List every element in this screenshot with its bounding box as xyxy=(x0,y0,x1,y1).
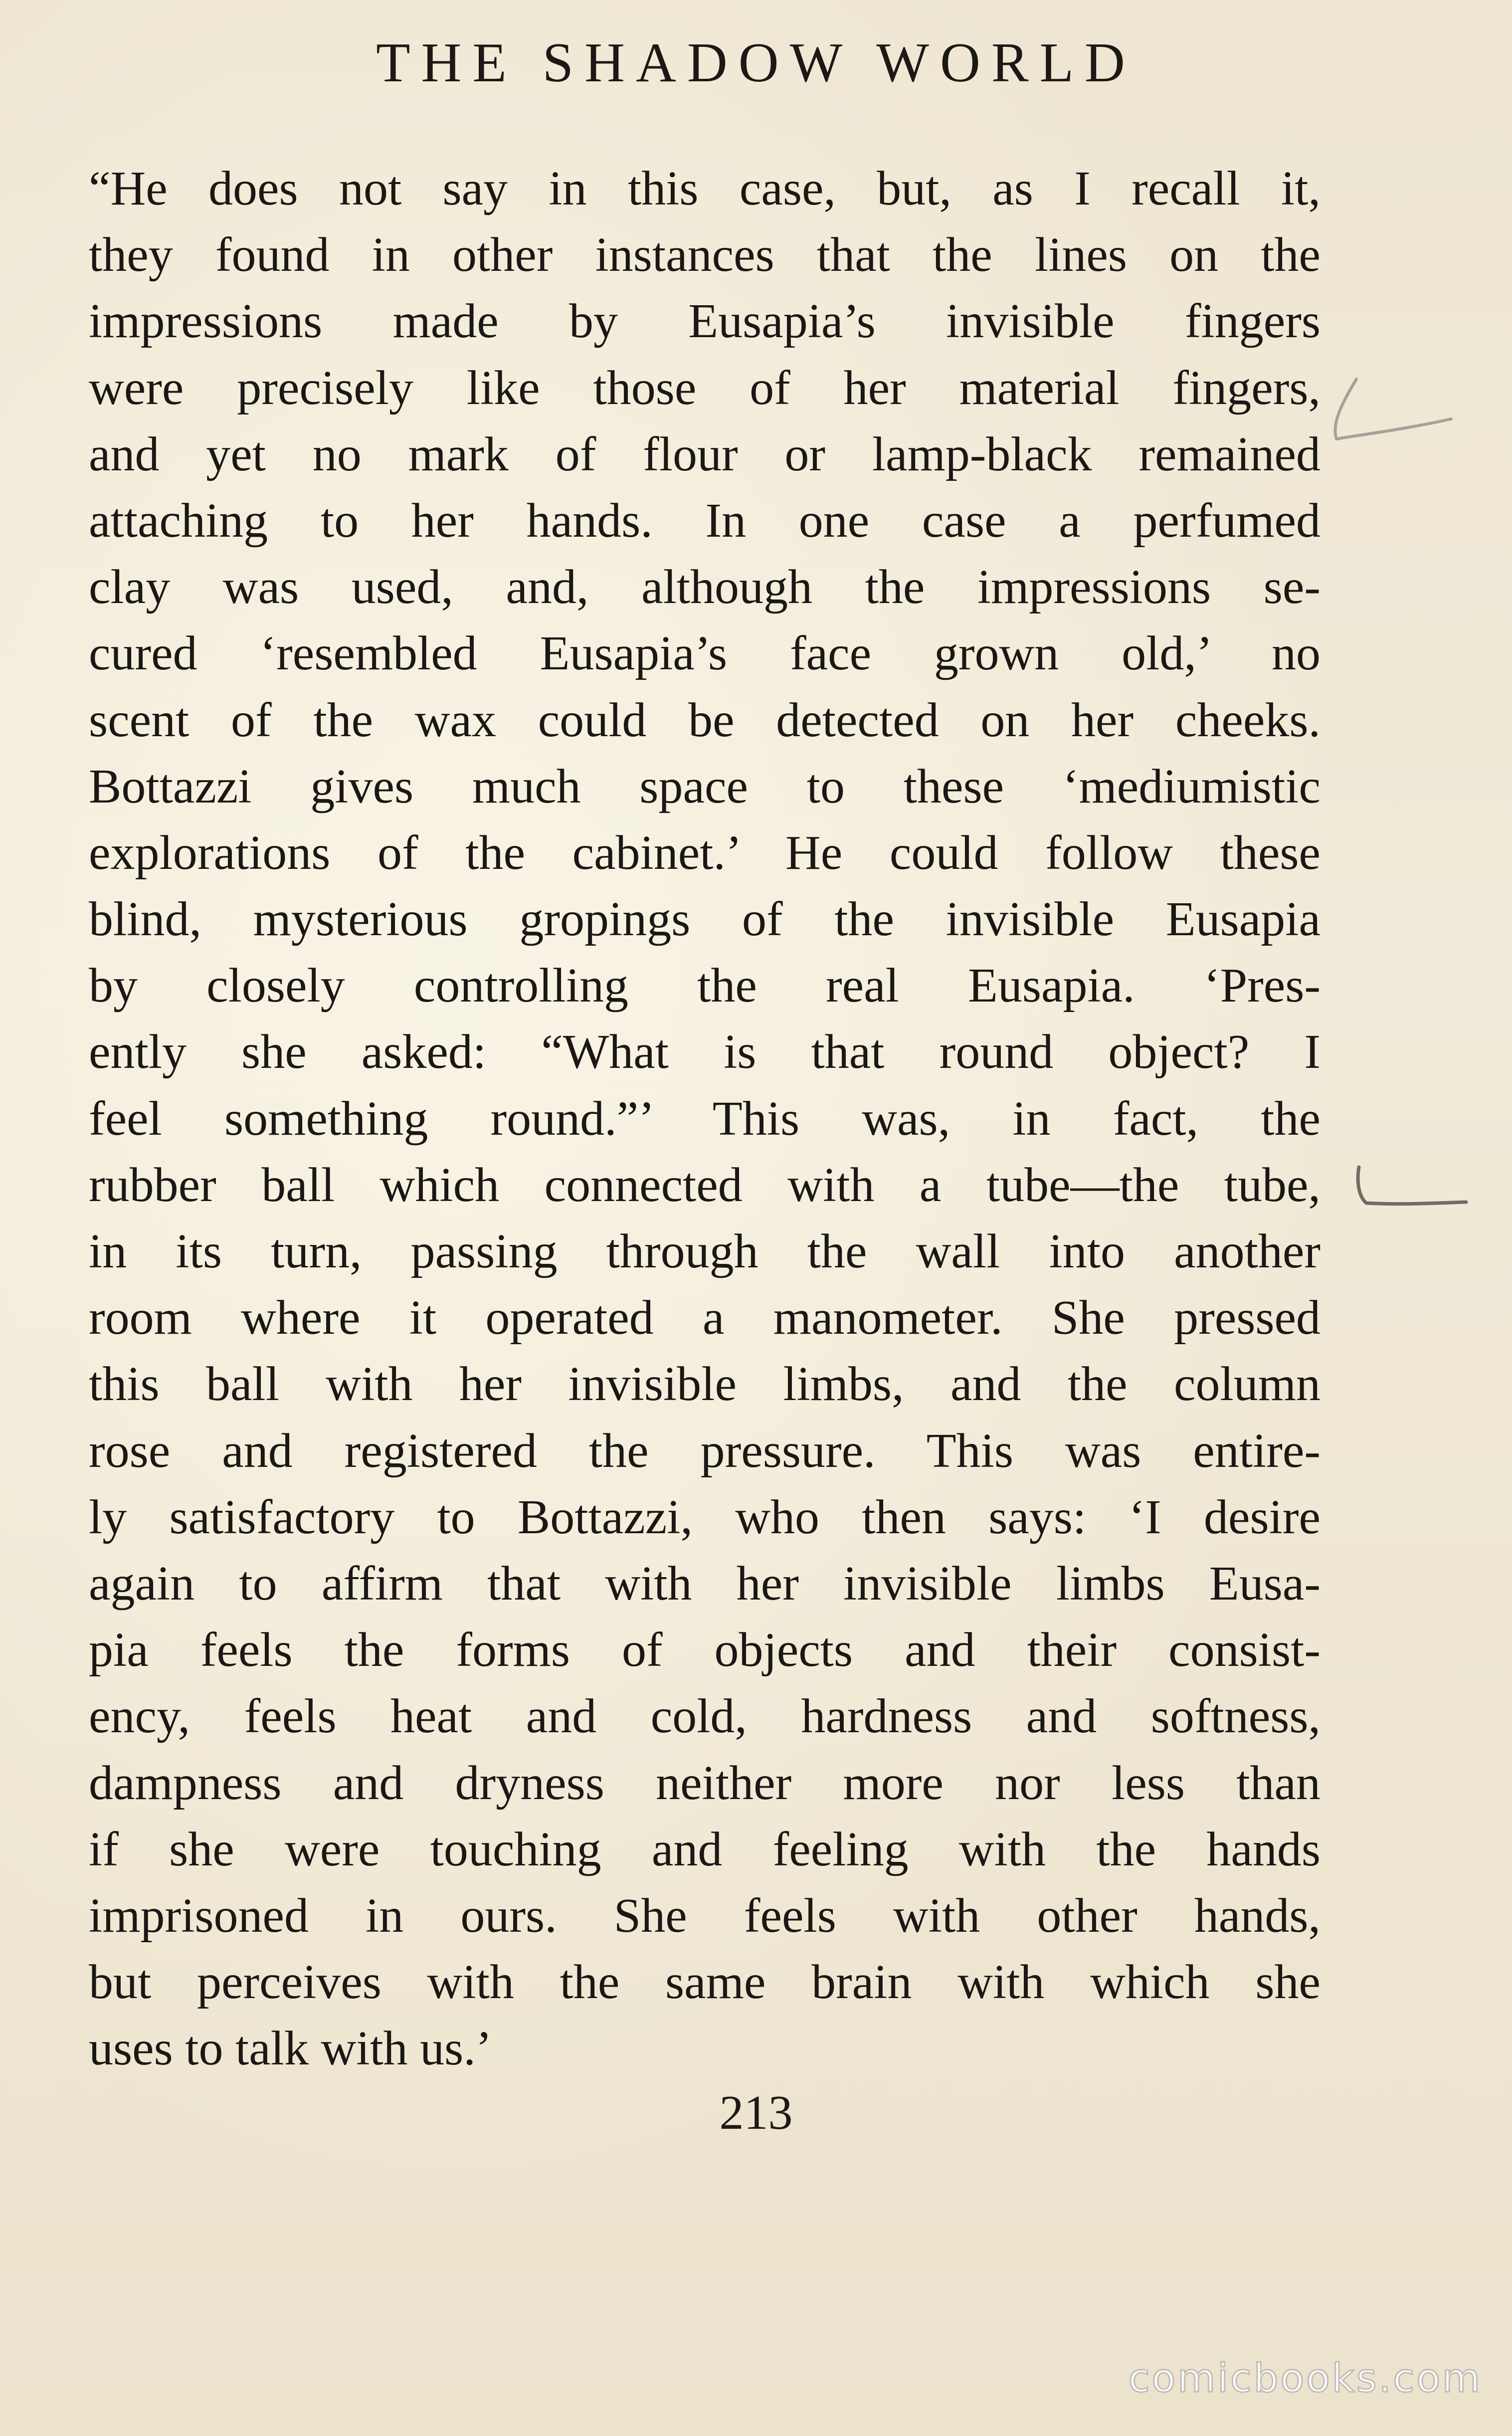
text-line: cured ‘resembled Eusapia’s face grown old,’ no xyxy=(89,626,1321,681)
text-line: imprisoned in ours. She feels with other hands, xyxy=(89,1888,1321,1943)
text-line: attaching to her hands. In one case a perfumed xyxy=(89,493,1321,548)
running-head: THE SHADOW WORLD xyxy=(376,32,1136,94)
text-line: again to affirm that with her invisible limbs Eusa- xyxy=(89,1556,1321,1611)
text-line: and yet no mark of flour or lamp-black remained xyxy=(89,427,1321,481)
text-line: were precisely like those of her material fingers, xyxy=(89,361,1321,415)
text-line: explorations of the cabinet.’ He could follow these xyxy=(89,825,1321,880)
text-line: dampness and dryness neither more nor less than xyxy=(89,1756,1321,1810)
text-line: pia feels the forms of objects and their consist- xyxy=(89,1623,1321,1677)
text-line: scent of the wax could be detected on her cheeks. xyxy=(89,693,1321,747)
page-number: 213 xyxy=(719,2086,793,2140)
watermark-logo: comicbooks.com xyxy=(1128,2356,1482,2401)
body-text xyxy=(89,156,1321,2082)
text-line: room where it operated a manometer. She pressed xyxy=(89,1291,1321,1345)
text-line: by closely controlling the real Eusapia. ‘Pres- xyxy=(89,959,1321,1013)
text-line: rubber ball which connected with a tube—the tube, xyxy=(89,1158,1321,1212)
text-line: ency, feels heat and cold, hardness and softness, xyxy=(89,1689,1321,1744)
text-line: this ball with her invisible limbs, and the column xyxy=(89,1357,1321,1412)
text-line: if she were touching and feeling with the hands xyxy=(89,1822,1321,1876)
text-line: Bottazzi gives much space to these ‘mediumistic xyxy=(89,759,1321,813)
text-line: clay was used, and, although the impressions se- xyxy=(89,560,1321,614)
pencil-margin-marks xyxy=(1322,349,1512,1247)
text-line: in its turn, passing through the wall into another xyxy=(89,1224,1321,1278)
text-line: impressions made by Eusapia’s invisible fingers xyxy=(89,294,1321,349)
text-line: they found in other instances that the lines on the xyxy=(89,228,1321,282)
text-line: ly satisfactory to Bottazzi, who then says: ‘I desire xyxy=(89,1490,1321,1544)
text-line: rose and registered the pressure. This was entire- xyxy=(89,1423,1321,1478)
text-line: “He does not say in this case, but, as I recall it, xyxy=(89,162,1321,215)
text-line: but perceives with the same brain with which she xyxy=(89,1955,1321,2010)
text-line: feel something round.”’ This was, in fact, the xyxy=(89,1091,1321,1146)
text-line: blind, mysterious gropings of the invisible Eusapia xyxy=(89,892,1321,947)
text-line: ently she asked: “What is that round object? I xyxy=(89,1025,1321,1079)
text-line: uses to talk with us.’ xyxy=(89,2022,492,2076)
